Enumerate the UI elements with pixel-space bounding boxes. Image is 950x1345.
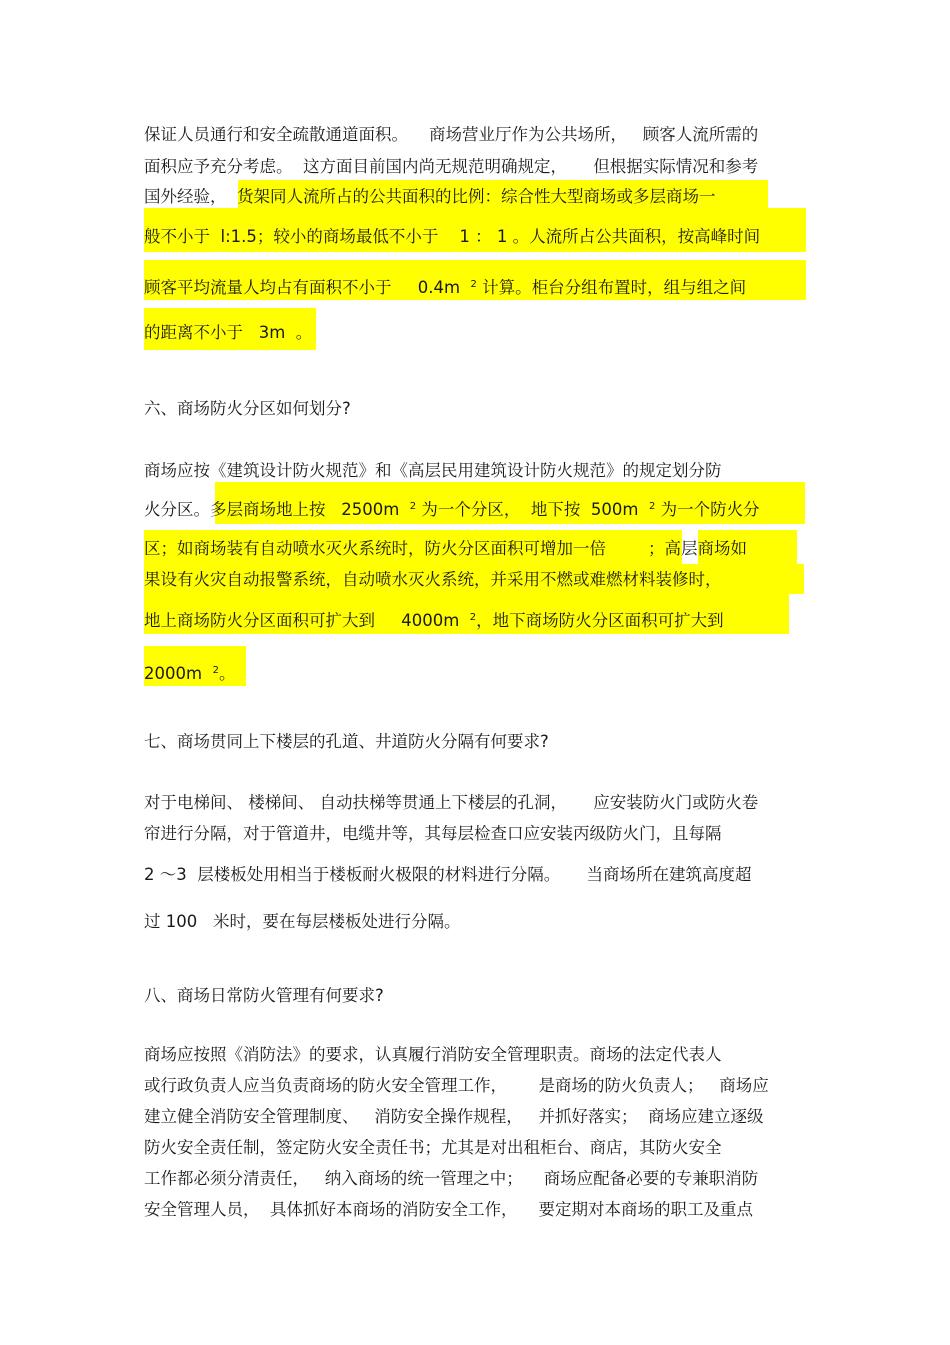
paragraph-line: 2000m $^2$。 [144,664,236,683]
paragraph-line: 地上商场防火分区面积可扩大到 4000m $^2$，地下商场防火分区面积可扩大到 [144,611,724,630]
paragraph-line: 建立健全消防安全管理制度、 消防安全操作规程， 并抓好落实； 商场应建立逐级 [144,1107,764,1126]
section-heading: 七、商场贯同上下楼层的孔道、井道防火分隔有何要求? [144,732,549,751]
paragraph-line: 区；如商场装有自动喷水灭火系统时，防火分区面积可增加一倍 ；高层商场如 [144,539,747,558]
paragraph-line: 2 ～3 层楼板处用相当于楼板耐火极限的材料进行分隔。 当商场所在建筑高度超 [144,865,752,884]
paragraph-line: 帘进行分隔，对于管道井，电缆井等，其每层检查口应安装丙级防火门，且每隔 [144,824,722,843]
paragraph-line: 或行政负责人应当负责商场的防火安全管理工作， 是商场的防火负责人； 商场应 [144,1076,769,1095]
section-heading: 六、商场防火分区如何划分? [144,399,351,418]
paragraph-line: 对于电梯间、 楼梯间、 自动扶梯等贯通上下楼层的孔洞， 应安装防火门或防火卷 [144,793,759,812]
paragraph-line: 商场应按《建筑设计防火规范》和《高层民用建筑设计防火规范》的规定划分防 [144,461,722,480]
section-heading: 八、商场日常防火管理有何要求? [144,986,384,1005]
paragraph-line: 安全管理人员， 具体抓好本商场的消防安全工作， 要定期对本商场的职工及重点 [144,1200,753,1219]
paragraph-line: 防火安全责任制，签定防火安全责任书；尤其是对出租柜台、商店，其防火安全 [144,1138,722,1157]
paragraph-line: 国外经验， 货架同人流所占的公共面积的比例：综合性大型商场或多层商场一 [144,187,716,206]
paragraph-line: 商场应按照《消防法》的要求，认真履行消防安全管理职责。商场的法定代表人 [144,1045,722,1064]
paragraph-line: 的距离不小于 3m 。 [144,323,313,342]
paragraph-line: 工作都必须分清责任， 纳入商场的统一管理之中； 商场应配备必要的专兼职消防 [144,1169,759,1188]
paragraph-line: 保证人员通行和安全疏散通道面积。 商场营业厅作为公共场所， 顾客人流所需的 [144,125,759,144]
paragraph-line: 般不小于 l:1.5；较小的商场最低不小于 1 ： 1 。人流所占公共面积，按高峰时间 [144,227,761,246]
paragraph-line: 过 100 米时，要在每层楼板处进行分隔。 [144,912,461,931]
paragraph-line: 顾客平均流量人均占有面积不小于 0.4m $^2$ 计算。柜台分组布置时，组与组之间 [144,278,747,297]
paragraph-line: 火分区。多层商场地上按 2500m $^2$ 为一个分区， 地下按 500m $^2$ 为一个防火分 [144,500,760,519]
paragraph-line: 面积应予充分考虑。 这方面目前国内尚无规范明确规定， 但根据实际情况和参考 [144,157,759,176]
paragraph-line: 果设有火灾自动报警系统，自动喷水灭火系统，并采用不燃或难燃材料装修时， [144,570,722,589]
